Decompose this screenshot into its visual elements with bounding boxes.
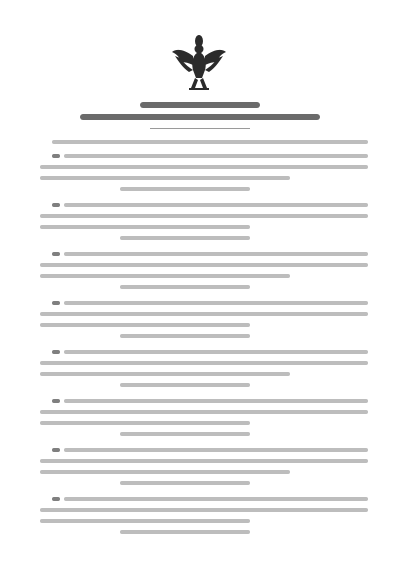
text-line-placeholder (64, 301, 368, 305)
item-paragraph-placeholder (40, 495, 370, 538)
text-line-placeholder (40, 421, 250, 425)
text-line-placeholder (64, 399, 368, 403)
item-paragraph-placeholder (40, 348, 370, 391)
text-line-placeholder (40, 410, 368, 414)
title-placeholder (40, 102, 360, 108)
item-number-placeholder (52, 448, 60, 452)
text-line-placeholder (40, 312, 368, 316)
text-line-placeholder (120, 530, 250, 534)
text-line-placeholder (40, 225, 250, 229)
item-number-placeholder (52, 497, 60, 501)
text-line-placeholder (120, 285, 250, 289)
text-line-placeholder (40, 459, 368, 463)
text-line-placeholder (40, 214, 368, 218)
text-line-placeholder (120, 481, 250, 485)
text-line-placeholder (120, 236, 250, 240)
title-underline (150, 128, 250, 129)
intro-paragraph-placeholder (40, 138, 370, 146)
item-paragraph-placeholder (40, 152, 370, 195)
item-number-placeholder (52, 252, 60, 256)
text-line-placeholder (40, 508, 368, 512)
text-line-placeholder (64, 203, 368, 207)
item-number-placeholder (52, 154, 60, 158)
text-line-placeholder (64, 350, 368, 354)
text-line-placeholder (40, 519, 250, 523)
text-line-placeholder (40, 176, 290, 180)
item-number-placeholder (52, 301, 60, 305)
item-paragraph-placeholder (40, 397, 370, 440)
text-line-placeholder (120, 432, 250, 436)
text-line-placeholder (120, 383, 250, 387)
item-number-placeholder (52, 350, 60, 354)
item-paragraph-placeholder (40, 201, 370, 244)
text-line-placeholder (64, 252, 368, 256)
text-line-placeholder (40, 372, 290, 376)
item-paragraph-placeholder (40, 446, 370, 489)
text-line-placeholder (120, 187, 250, 191)
text-line-placeholder (120, 334, 250, 338)
garuda-emblem-icon (171, 32, 227, 94)
item-paragraph-placeholder (40, 299, 370, 342)
text-line-placeholder (64, 154, 368, 158)
text-line-placeholder (40, 470, 290, 474)
text-line-placeholder (40, 263, 368, 267)
text-line-placeholder (64, 497, 368, 501)
item-paragraph-placeholder (40, 250, 370, 293)
subject-placeholder (40, 114, 360, 120)
item-number-placeholder (52, 399, 60, 403)
text-line-placeholder (40, 165, 368, 169)
text-line-placeholder (40, 361, 368, 365)
text-line-placeholder (64, 448, 368, 452)
item-number-placeholder (52, 203, 60, 207)
text-line-placeholder (40, 323, 250, 327)
text-line-placeholder (40, 274, 290, 278)
